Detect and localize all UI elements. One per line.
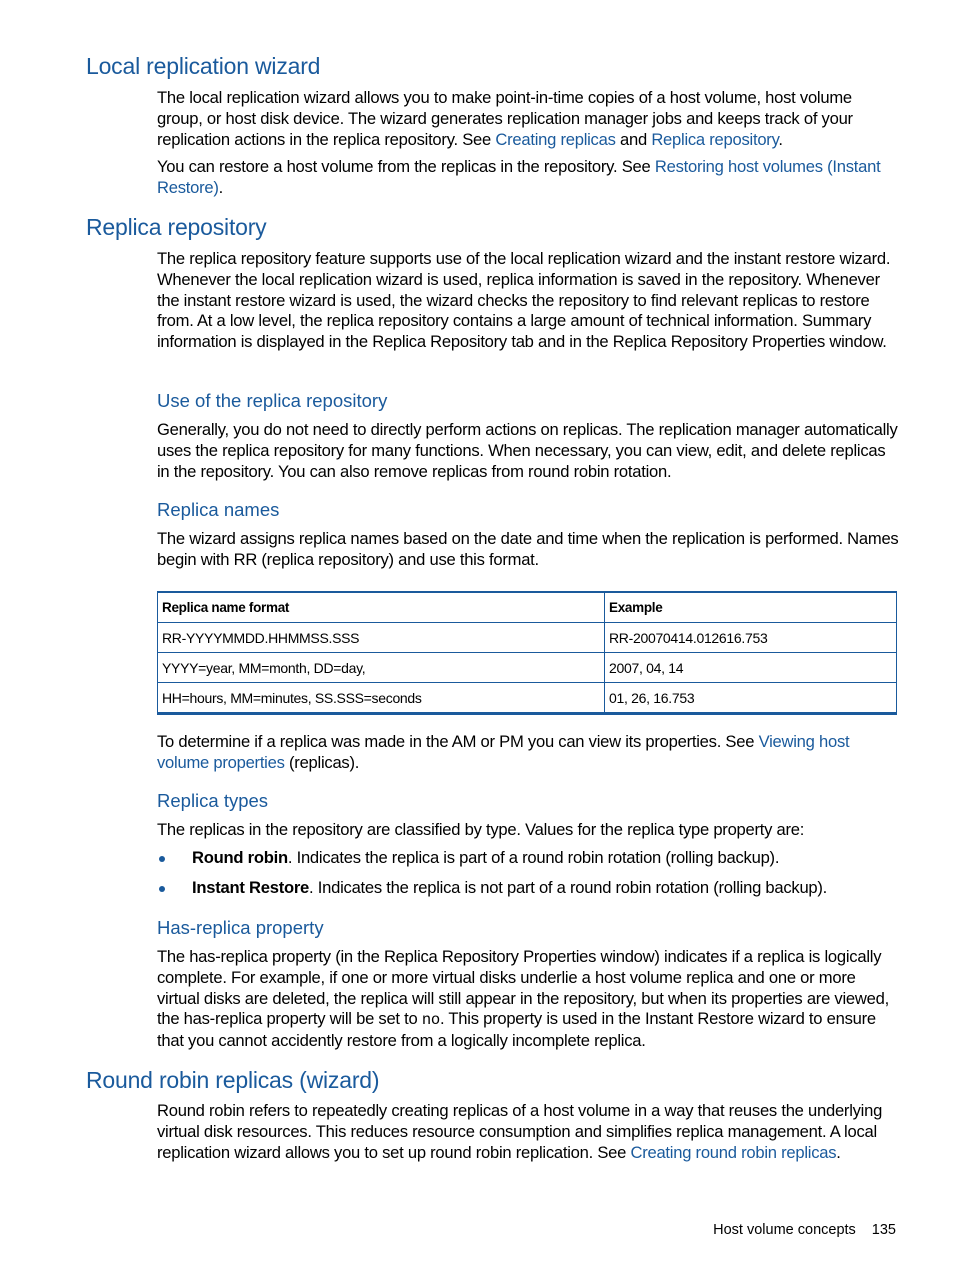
heading-round-robin-replicas: Round robin replicas (wizard) <box>86 1067 380 1093</box>
list-item: Instant Restore. Indicates the replica is not part of a round robin rotation (rolling backup). <box>157 878 899 908</box>
link-restoring-host-volumes[interactable]: Restoring host volumes (Instant Restore) <box>157 157 881 197</box>
table-cell: RR-20070414.012616.753 <box>605 623 897 653</box>
table-header-row <box>158 592 897 623</box>
table-cell: 01, 26, 16.753 <box>605 683 897 714</box>
table-row <box>158 653 897 683</box>
paragraph-local-wizard-intro: The local replication wizard allows you to make point-in-time copies of a host volume, host volume group, or host disk device. The wizard generates replication manager jobs and keeps track of your replication actions in the replica repository. See Creating replicas and Replica repository. <box>157 88 853 149</box>
table-cell: RR-YYYYMMDD.HHMMSS.SSS <box>158 623 605 653</box>
table-header-cell: Replica name format <box>158 592 605 623</box>
table-row <box>158 683 897 714</box>
table-cell: 2007, 04, 14 <box>605 653 897 683</box>
paragraph-use-of-repository: Generally, you do not need to directly perform actions on replicas. The replication manager automatically uses the replica repository for many functions. When necessary, you can view, edit, and delete replicas in the repository. You can also remove replicas from round robin rotation. <box>157 420 898 481</box>
heading-replica-repository: Replica repository <box>86 214 267 240</box>
page-footer <box>713 1222 896 1238</box>
paragraph-replica-repository: The replica repository feature supports use of the local replication wizard and the instant restore wizard. Whenever the local replication wizard is used, replica information is saved in the repository. Whenever the instant restore wizard is used, the wizard checks the repository to find relevant replicas to restore from. At a low level, the replica repository contains a large amount of technical information. Summary information is displayed in the Replica Repository tab and in the Replica Repository Properties window. <box>157 249 891 352</box>
table-header-cell: Example <box>605 592 897 623</box>
link-viewing-host-volume-properties[interactable]: Viewing host volume properties <box>157 732 850 772</box>
paragraph-replica-types: The replicas in the repository are classified by type. Values for the replica type property are: <box>157 820 805 839</box>
replica-types-list <box>157 848 899 908</box>
paragraph-local-wizard-restore: You can restore a host volume from the replicas in the repository. See Restoring host volumes (Instant Restore). <box>157 157 881 197</box>
paragraph-round-robin: Round robin refers to repeatedly creating replicas of a host volume in a way that reuses the underlying virtual disk resources. This reduces resource consumption and simplifies replica management. A local replication wizard allows you to set up round robin replication. See Creating round robin replicas. <box>157 1101 883 1162</box>
heading-replica-names: Replica names <box>157 499 280 520</box>
heading-has-replica-property: Has-replica property <box>157 917 324 938</box>
table-cell: YYYY=year, MM=month, DD=day, <box>158 653 605 683</box>
link-replica-repository[interactable]: Replica repository <box>651 129 779 149</box>
heading-local-replication-wizard: Local replication wizard <box>86 53 321 79</box>
heading-replica-types: Replica types <box>157 790 269 811</box>
footer-section-title: Host volume concepts <box>713 1222 856 1238</box>
heading-use-of-replica-repository: Use of the replica repository <box>157 390 388 411</box>
table-cell: HH=hours, MM=minutes, SS.SSS=seconds <box>158 683 605 714</box>
link-creating-replicas[interactable]: Creating replicas <box>495 129 616 149</box>
paragraph-replica-names: The wizard assigns replica names based on the date and time when the replication is performed. Names begin with RR (replica repository) and use this format. <box>157 529 899 569</box>
paragraph-has-replica: The has-replica property (in the Replica Repository Properties window) indicates if a replica is logically complete. For example, if one or more virtual disks underlie a host volume replica and one or more virtual disks are deleted, the replica will still appear in the repository, but when its properties are viewed, the has-replica property will be set to no. This property is used in the Instant Restore wizard to ensure that you cannot accidently restore from a logically incomplete replica. <box>157 947 889 1051</box>
paragraph-am-pm: To determine if a replica was made in the AM or PM you can view its properties. See Viewing host volume properties (replicas). <box>157 732 850 772</box>
bullet-icon <box>159 856 165 862</box>
replica-name-format-table <box>157 591 897 715</box>
list-item: Round robin. Indicates the replica is part of a round robin rotation (rolling backup). <box>157 848 899 878</box>
link-creating-round-robin-replicas[interactable]: Creating round robin replicas <box>630 1142 837 1162</box>
table-row <box>158 623 897 653</box>
bullet-icon <box>159 886 165 892</box>
page-number: 135 <box>871 1222 896 1238</box>
code-no: no <box>421 1011 440 1030</box>
